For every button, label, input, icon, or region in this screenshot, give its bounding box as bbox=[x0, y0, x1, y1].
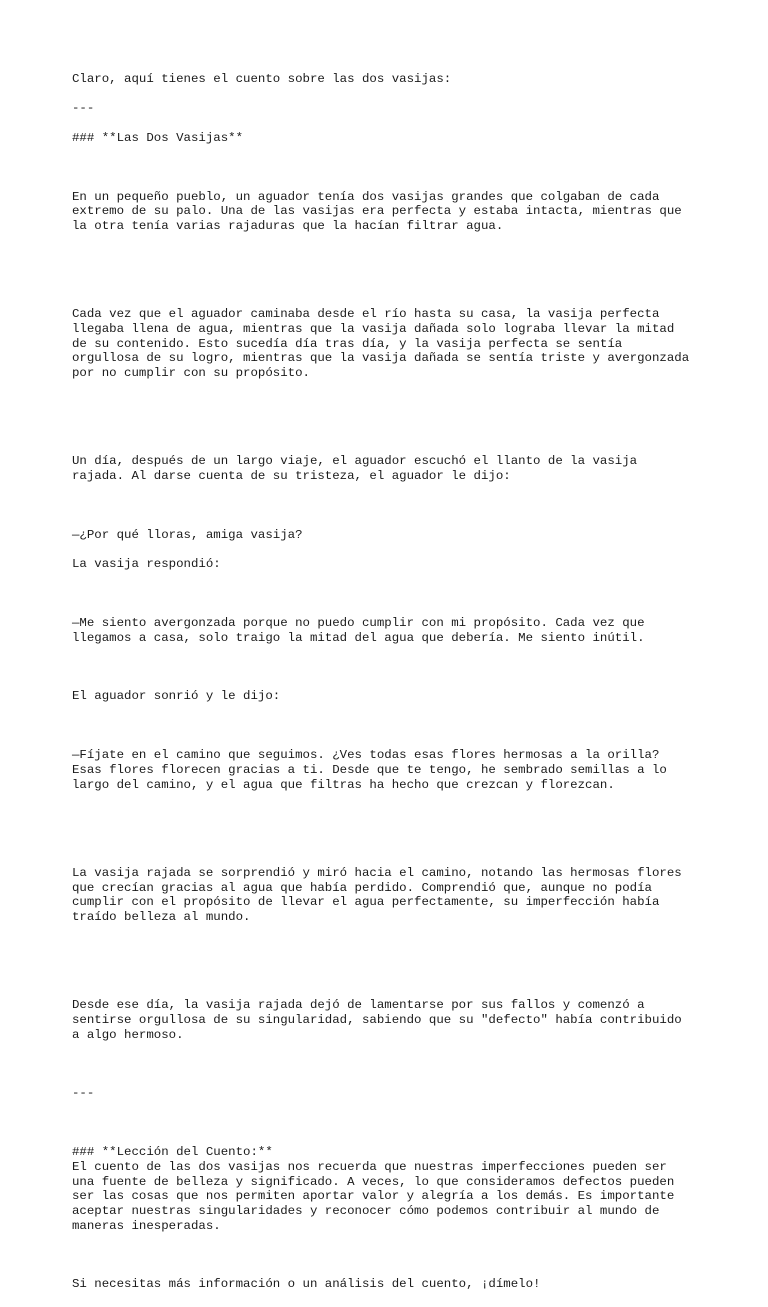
paragraph-smile: El aguador sonrió y le dijo: bbox=[72, 689, 281, 704]
text-line: una fuente de belleza y significado. A veces, lo que consideramos defectos pueden bbox=[72, 1174, 675, 1189]
separator-bottom: --- bbox=[72, 1086, 95, 1101]
text-line: Esas flores florecen gracias a ti. Desde que te tengo, he sembrado semillas a lo bbox=[72, 762, 667, 777]
text-line: Cada vez que el aguador caminaba desde el río hasta su casa, la vasija perfecta bbox=[72, 307, 660, 322]
text-line: La vasija rajada se sorprendió y miró hacia el camino, notando las hermosas flores bbox=[72, 865, 682, 880]
text-line: llegamos a casa, solo traigo la mitad del agua que debería. Me siento inútil. bbox=[72, 630, 645, 645]
paragraph-10 bbox=[72, 969, 712, 1072]
document-page bbox=[72, 72, 712, 1307]
lesson-section bbox=[72, 1116, 712, 1263]
text-line: aceptar nuestras singularidades y reconocer cómo podemos contribuir al mundo de bbox=[72, 1203, 660, 1218]
text-line: rajada. Al darse cuenta de su tristeza, el aguador le dijo: bbox=[72, 468, 511, 483]
text-line: orgullosa de su logro, mientras que la vasija dañada se sentía triste y avergonzada bbox=[72, 351, 690, 366]
text-line: a algo hermoso. bbox=[72, 1027, 184, 1042]
text-line: Desde ese día, la vasija rajada dejó de lamentarse por sus fallos y comenzó a bbox=[72, 998, 645, 1013]
text-line: traído belleza al mundo. bbox=[72, 909, 251, 924]
lesson-heading: ### **Lección del Cuento:** bbox=[72, 1145, 273, 1160]
text-line: cumplir con el propósito de llevar el agua perfectamente, su imperfección había bbox=[72, 895, 660, 910]
dialogue-answer bbox=[72, 719, 712, 822]
paragraph-9 bbox=[72, 836, 712, 954]
text-line: llegaba llena de agua, mientras que la vasija dañada solo lograba llevar la mitad bbox=[72, 321, 675, 336]
paragraph-3 bbox=[72, 425, 712, 513]
paragraph-response-intro: La vasija respondió: bbox=[72, 557, 221, 572]
text-line: El cuento de las dos vasijas nos recuerda que nuestras imperfecciones pueden ser bbox=[72, 1159, 667, 1174]
text-line: extremo de su palo. Una de las vasijas era perfecta y estaba intacta, mientras que bbox=[72, 204, 682, 219]
text-line: —Fíjate en el camino que seguimos. ¿Ves todas esas flores hermosas a la orilla? bbox=[72, 748, 660, 763]
paragraph-2 bbox=[72, 278, 712, 410]
dialogue-question: —¿Por qué lloras, amiga vasija? bbox=[72, 527, 303, 542]
intro-line: Claro, aquí tienes el cuento sobre las dos vasijas: bbox=[72, 72, 452, 86]
text-line: sentirse orgullosa de su singularidad, sabiendo que su "defecto" había contribuido bbox=[72, 1012, 682, 1027]
text-line: la otra tenía varias rajaduras que la hacían filtrar agua. bbox=[72, 218, 504, 233]
text-line: Un día, después de un largo viaje, el aguador escuchó el llanto de la vasija bbox=[72, 454, 638, 469]
closing-line: Si necesitas más información o un análisis del cuento, ¡dímelo! bbox=[72, 1277, 541, 1292]
story-title: ### **Las Dos Vasijas** bbox=[72, 130, 244, 145]
text-line: largo del camino, y el agua que filtras ha hecho que crezcan y florezcan. bbox=[72, 777, 615, 792]
text-line: ser las cosas que nos permiten aportar valor y alegría a los demás. Es importante bbox=[72, 1189, 675, 1204]
paragraph-1 bbox=[72, 160, 712, 263]
text-line: —Me siento avergonzada porque no puedo cumplir con mi propósito. Cada vez que bbox=[72, 615, 645, 630]
text-line: por no cumplir con su propósito. bbox=[72, 366, 310, 380]
text-line: En un pequeño pueblo, un aguador tenía dos vasijas grandes que colgaban de cada bbox=[72, 189, 660, 204]
dialogue-response bbox=[72, 586, 712, 674]
text-line: que crecían gracias al agua que había perdido. Comprendió que, aunque no podía bbox=[72, 880, 652, 895]
text-line: maneras inesperadas. bbox=[72, 1218, 221, 1233]
text-line: de su contenido. Esto sucedía día tras día, y la vasija perfecta se sentía bbox=[72, 336, 623, 351]
separator-top: --- bbox=[72, 101, 95, 116]
